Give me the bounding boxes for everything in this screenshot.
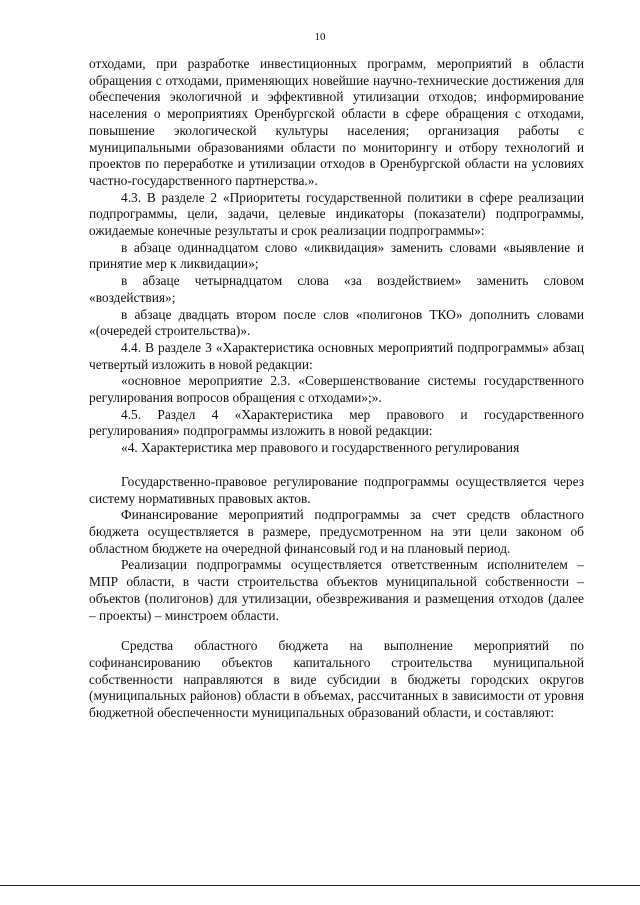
- paragraph-budget-funds: Средства областного бюджета на выполнение мероприятий по софинансированию объектов капитального строительства муниципальной собственности направляются в виде субсидии в бюджеты городских округов (муниципальных районов) области в объемах, рассчитанных в зависимости от уровня бюджетной обеспеченности муниципальных образований области, и составляют:: [89, 638, 584, 721]
- paragraph-implementation: Реализации подпрограммы осуществляется ответственным исполнителем – МПР области, в части строительства объектов муниципальной собственности – объектов (полигонов) для утилизации, обезвреживания и размещения отходов (далее – проекты) – минстроем области.: [89, 557, 584, 623]
- paragraph-legal-regulation: Государственно-правовое регулирование подпрограммы осуществляется через систему нормативных правовых актов.: [89, 473, 584, 506]
- document-body: [89, 56, 584, 722]
- paragraph-4-4: 4.4. В разделе 3 «Характеристика основных мероприятий подпрограммы» абзац четвертый изложить в новой редакции:: [89, 339, 584, 372]
- paragraph-4-5: 4.5. Раздел 4 «Характеристика мер правового и государственного регулирования» подпрограммы изложить в новой редакции:: [89, 406, 584, 439]
- page-number: 10: [314, 31, 326, 43]
- paragraph-amend-11: в абзаце одиннадцатом слово «ликвидация» заменить словами «выявление и принятие мер к ликвидации»;: [89, 239, 584, 272]
- paragraph-financing: Финансирование мероприятий подпрограммы за счет средств областного бюджета осуществляется в размере, предусмотренном на эти цели законом об областном бюджете на очередной финансовый год и на плановый период.: [89, 507, 584, 556]
- paragraph-amend-22: в абзаце двадцать втором после слов «полигонов ТКО» дополнить словами «(очередей строительства)».: [89, 306, 584, 339]
- paragraph-continuation: отходами, при разработке инвестиционных программ, мероприятий в области обращения с отходами, применяющих новейшие научно-технические достижения для обеспечения экологичной и эффективной утилизации отходов; информирование населения о мероприятиях Оренбургской области в сфере обращения с отходами, повышение экологической культуры населения; организация работы с муниципальными образованиями области по мониторингу и отбору технологий и проектов по переработке и утилизации отходов в Оренбургской области на условиях частно-государственного партнерства.».: [89, 56, 584, 188]
- paragraph-amend-14: в абзаце четырнадцатом слова «за воздействием» заменить словом «воздействия»;: [89, 273, 584, 305]
- page-bottom-rule: [0, 885, 640, 886]
- paragraph-4-3: 4.3. В разделе 2 «Приоритеты государственной политики в сфере реализации подпрограммы, цели, задачи, целевые индикаторы (показатели) подпрограммы, ожидаемые конечные результаты и срок реализации подпрограммы»:: [89, 189, 584, 239]
- spacer: [89, 624, 584, 638]
- paragraph-main-activity: «основное мероприятие 2.3. «Совершенствование системы государственного регулирования вопросов обращения с отходами»;».: [89, 373, 584, 406]
- spacer: [89, 457, 584, 474]
- section-4-heading: «4. Характеристика мер правового и государственного регулирования: [121, 440, 520, 456]
